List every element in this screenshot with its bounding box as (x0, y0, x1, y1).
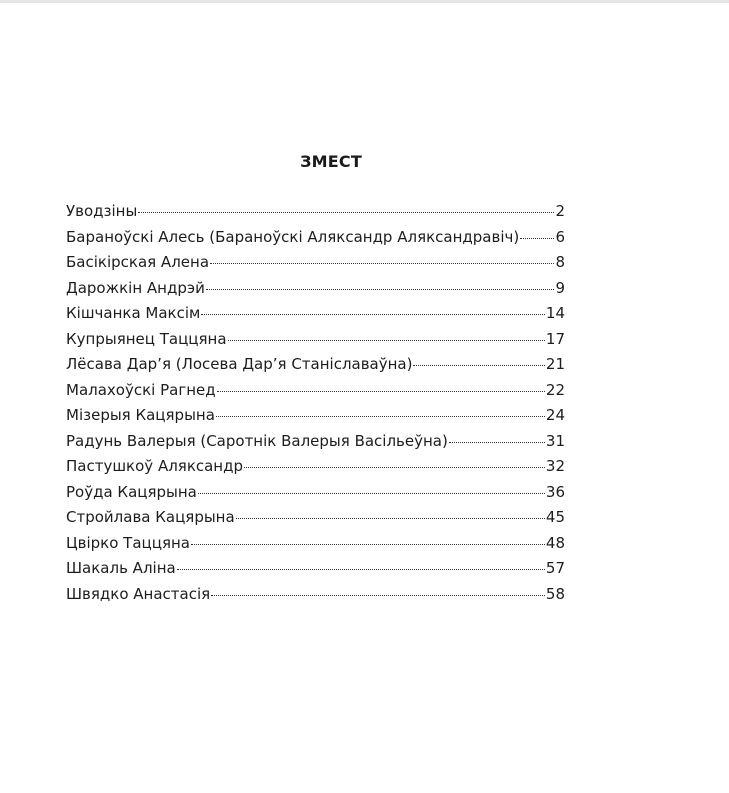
dot-leader (236, 518, 545, 519)
toc-entry-page: 45 (545, 508, 565, 526)
toc-entry-page: 22 (545, 380, 565, 399)
toc-entry-page: 6 (555, 227, 565, 246)
toc-entry-page: 14 (545, 304, 565, 322)
toc-entry (66, 584, 565, 610)
toc-entry-name: Дарожкін Андрэй (66, 278, 205, 297)
toc-entry-name: Лёсава Дар’я (Лосева Дар’я Станіславаўна) (66, 355, 413, 373)
toc-entry-name: Бараноўскі Алесь (Бараноўскі Аляксандр Аляксандравіч) (66, 227, 520, 246)
dot-leader (211, 595, 545, 596)
toc-entry-name: Басікірская Алена (66, 253, 210, 271)
toc-entry-page: 36 (545, 482, 565, 501)
toc-entry (66, 558, 565, 584)
toc-title: ЗМЕСТ (300, 152, 362, 171)
toc-entry (66, 431, 565, 457)
toc-entry-page: 24 (545, 406, 565, 424)
toc-entry-name: Радунь Валерыя (Саротнік Валерыя Васільеўна) (66, 431, 448, 450)
toc-entry (66, 380, 565, 406)
toc-entry-name: Шакаль Аліна (66, 559, 176, 577)
toc-entry (66, 278, 565, 304)
dot-leader (198, 493, 545, 494)
toc-entry (66, 252, 565, 278)
toc-entry-name: Малахоўскі Рагнед (66, 380, 216, 399)
toc-entry-name: Швядко Анастасія (66, 584, 211, 603)
toc-entry-page: 32 (545, 457, 565, 475)
toc-entry-page: 9 (555, 278, 565, 297)
toc-entry-name: Кішчанка Максім (66, 304, 201, 322)
toc-entry-page: 2 (555, 202, 565, 220)
dot-leader (138, 212, 554, 213)
toc-entry-page: 21 (545, 355, 565, 373)
toc-entry (66, 482, 565, 508)
toc-entry-page: 58 (545, 584, 565, 603)
toc-entry (66, 201, 565, 227)
dot-leader (520, 238, 554, 239)
dot-leader (210, 263, 554, 264)
toc-entry (66, 507, 565, 533)
toc-entry (66, 405, 565, 431)
toc-entry-name: Роўда Кацярына (66, 482, 197, 501)
toc-entry-name: Купрыянец Таццяна (66, 329, 227, 348)
dot-leader (206, 289, 555, 290)
toc-entry-page: 57 (545, 559, 565, 577)
dot-leader (201, 314, 545, 315)
toc-entry-name: Уводзіны (66, 202, 138, 220)
toc-entry (66, 227, 565, 253)
dot-leader (216, 416, 545, 417)
dot-leader (244, 467, 545, 468)
toc-entry (66, 456, 565, 482)
dot-leader (177, 569, 545, 570)
toc-entry (66, 329, 565, 355)
dot-leader (413, 365, 544, 366)
toc-entry-page: 17 (545, 329, 565, 348)
dot-leader (449, 442, 545, 443)
toc-entry-name: Пастушкоў Аляксандр (66, 457, 244, 475)
toc-entry-page: 48 (545, 533, 565, 552)
toc-entry-name: Стройлава Кацярына (66, 508, 235, 526)
dot-leader (191, 544, 545, 545)
toc-entry-page: 8 (555, 253, 565, 271)
toc-entry-name: Мізерыя Кацярына (66, 406, 215, 424)
dot-leader (217, 391, 545, 392)
toc-entry (66, 354, 565, 380)
toc-entry-page: 31 (545, 431, 565, 450)
toc-entry-name: Цвірко Таццяна (66, 533, 190, 552)
dot-leader (228, 340, 545, 341)
table-of-contents (66, 201, 565, 609)
toc-entry (66, 303, 565, 329)
toc-entry (66, 533, 565, 559)
